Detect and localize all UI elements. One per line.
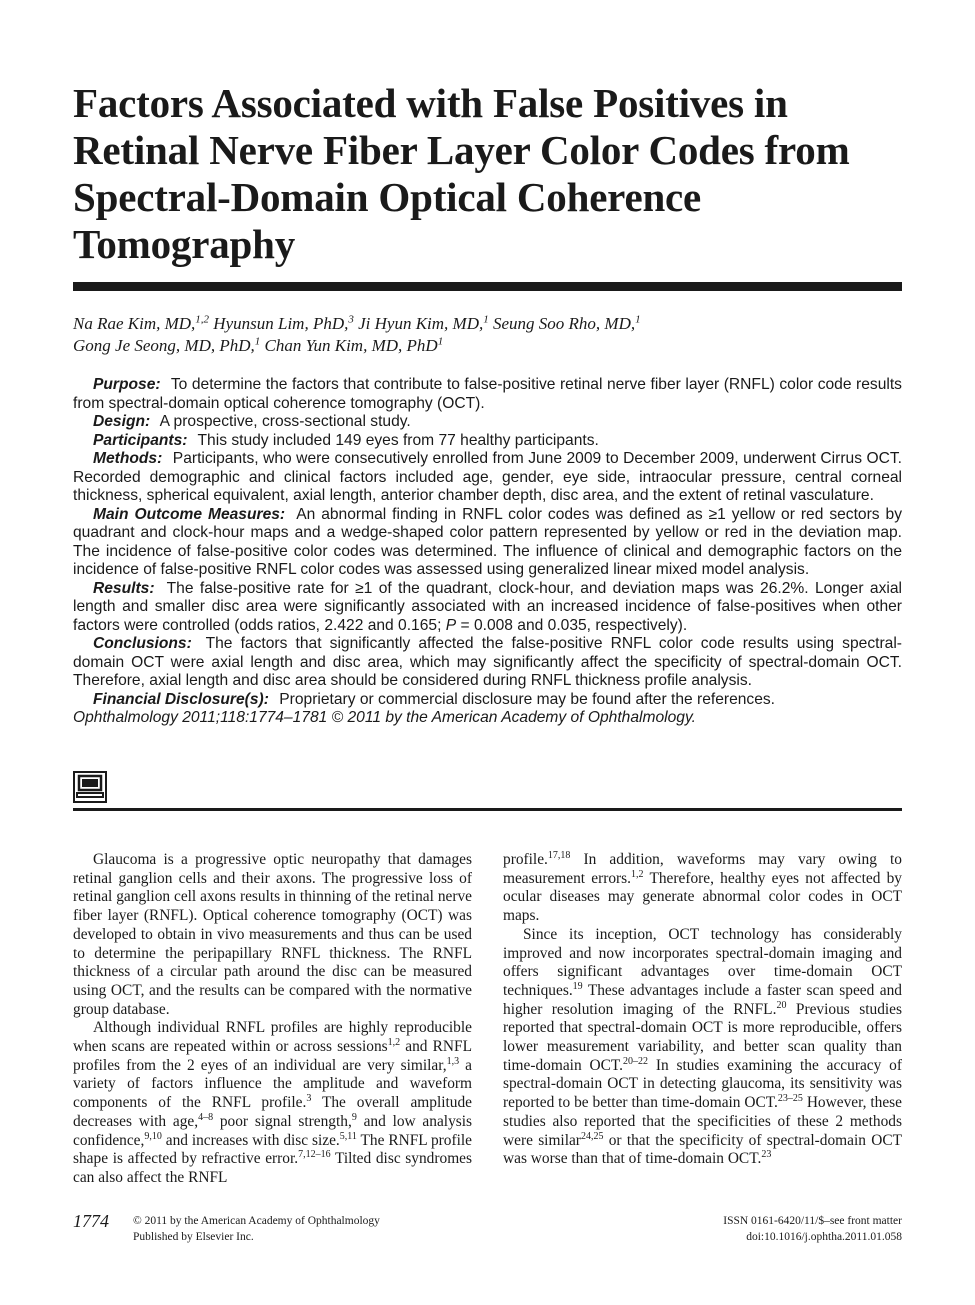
body-text: In addition, waveforms may vary owing to measurement errors. <box>503 851 902 887</box>
copyright-text: © 2011 by the American Academy of Ophthalmology <box>133 1215 380 1227</box>
abstract-participants <box>73 432 902 451</box>
footer-copyright <box>133 1214 380 1245</box>
abstract-text: = 0.008 and 0.035, respectively). <box>460 616 688 634</box>
body-text: Previous studies reported that spectral-domain OCT is more reproducible, offers lower measurement variability, and better scan quality than time-domain OCT. <box>503 1000 902 1074</box>
monitor-icon <box>73 771 107 803</box>
reference-link[interactable]: 9,10 <box>144 1130 162 1142</box>
body-paragraph <box>73 1019 472 1187</box>
reference-link[interactable]: 5,11 <box>339 1130 357 1142</box>
author-line <box>73 335 913 357</box>
affiliation-ref: 1 <box>437 335 444 348</box>
abstract-text: A prospective, cross-sectional study. <box>159 413 411 430</box>
author-name: Gong Je Seong, MD, PhD, <box>73 336 255 355</box>
body-text: a variety of factors influence the amplitude and waveform components of the RNFL profile. <box>73 1056 473 1112</box>
reference-link[interactable]: 20–22 <box>623 1055 648 1067</box>
author-line <box>73 313 913 335</box>
body-text: and RNFL profiles from the 2 eyes of an individual are very similar, <box>73 1038 472 1074</box>
page-number: 1774 <box>73 1211 109 1231</box>
body-text: Therefore, healthy eyes not affected by ocular diseases may generate abnormal color codes in OCT maps. <box>503 869 903 925</box>
footer-identifiers <box>723 1214 902 1245</box>
author-name: Chan Yun Kim, MD, PhD <box>264 336 438 355</box>
reference-link[interactable]: 1,2 <box>631 868 644 880</box>
abstract-text: The false-positive rate for ≥1 of the quadrant, clock-hour, and deviation maps was 26.2%. Longer axial length and smaller disc area were significantly associated with an increased incidence of false-positives when other factors were controlled (odds ratios, 2.422 and 0.165; <box>73 579 902 634</box>
abstract-conclusions <box>73 635 902 691</box>
doi-link[interactable]: doi:10.1016/j.ophtha.2011.01.058 <box>746 1230 902 1243</box>
body-text: and low analysis confidence, <box>73 1112 473 1149</box>
reference-link[interactable]: 3 <box>306 1093 312 1105</box>
body-column-right <box>503 851 902 1169</box>
reference-link[interactable]: 1,2 <box>387 1036 401 1048</box>
reference-link[interactable]: 19 <box>572 980 583 992</box>
body-column-left <box>73 851 472 1188</box>
body-rule <box>73 808 902 811</box>
body-paragraph <box>503 926 902 1169</box>
affiliation-ref: 1 <box>254 335 261 348</box>
author-list <box>73 313 913 357</box>
reference-link[interactable]: 23–25 <box>777 1093 803 1105</box>
reference-link[interactable]: 24,25 <box>580 1130 604 1142</box>
body-text: and increases with disc size. <box>161 1131 340 1149</box>
body-text: The RNFL profile shape is affected by refractive error. <box>73 1131 472 1168</box>
reference-link[interactable]: 23 <box>761 1149 772 1161</box>
author-name: Ji Hyun Kim, MD, <box>358 314 484 333</box>
abstract-text: To determine the factors that contribute to false-positive retinal nerve fiber layer (RNFL) color code results from spectral-domain optical coherence tomography (OCT). <box>73 376 902 412</box>
abstract-text: Participants, who were consecutively enrolled from June 2009 to December 2009, underwent Cirrus OCT. Recorded demographic and clinical factors included age, gender, eye side, intraocular pressure, central corneal thickness, spherical equivalent, axial length, anterior chamber depth, disc area, and the extent of retinal vasculature. <box>73 450 902 504</box>
body-text: However, these studies also reported that the specificities of these 2 methods were similar <box>503 1094 902 1149</box>
body-text: Tilted disc syndromes can also affect the RNFL <box>73 1150 472 1186</box>
affiliation-ref: 3 <box>348 313 354 326</box>
author-name: Seung Soo Rho, MD, <box>492 314 636 333</box>
body-text: In studies examining the accuracy of spectral-domain OCT in detecting glaucoma, its sensitivity was reported to be better than time-domain OCT. <box>503 1056 903 1112</box>
abstract-label: Conclusions: <box>93 635 192 652</box>
abstract-label: Design: <box>93 413 151 430</box>
abstract-text: Proprietary or commercial disclosure may be found after the references. <box>279 690 776 708</box>
affiliation-ref: 1,2 <box>195 313 210 326</box>
affiliation-ref: 1 <box>483 313 489 326</box>
body-text: poor signal strength, <box>213 1112 352 1130</box>
abstract-disclosure <box>73 691 902 728</box>
abstract-text: An abnormal finding in RNFL color codes was defined as ≥1 yellow or red sectors by quadrant and clock-hour maps and a wedge-shaped color pattern represented by yellow or red in the deviation map. The incidence of false-positive color codes was determined. The influence of clinical and demographic factors on the incidence of false-positive RNFL color codes was assessed using generalized linear mixed model analysis. <box>73 505 902 578</box>
body-text: or that the specificity of spectral-domain OCT was worse than that of time-domain OCT. <box>503 1131 902 1168</box>
abstract <box>73 376 902 728</box>
p-value-symbol: P <box>445 616 457 634</box>
abstract-label: Methods: <box>93 450 163 467</box>
journal-citation: Ophthalmology 2011;118:1774–1781 © 2011 by the American Academy of Ophthalmology. <box>73 709 696 726</box>
affiliation-ref: 1 <box>635 313 641 326</box>
abstract-purpose <box>73 376 902 413</box>
issn-text: ISSN 0161-6420/11/$–see front matter <box>723 1215 902 1227</box>
abstract-design <box>73 413 902 432</box>
reference-link[interactable]: 20 <box>776 999 787 1011</box>
publisher-text: Published by Elsevier Inc. <box>133 1230 254 1243</box>
abstract-text: This study included 149 eyes from 77 healthy participants. <box>197 431 599 449</box>
abstract-methods <box>73 450 902 506</box>
abstract-label: Main Outcome Measures: <box>93 505 286 523</box>
reference-link[interactable]: 4–8 <box>198 1111 214 1123</box>
abstract-label: Participants: <box>93 431 188 449</box>
abstract-measures <box>73 506 902 580</box>
body-text: Since its inception, OCT technology has considerably improved and now incorporates spectral-domain imaging and offers significant advantages over time-domain OCT techniques. <box>503 925 902 999</box>
reference-link[interactable]: 7,12–16 <box>298 1149 331 1161</box>
abstract-label: Results: <box>93 579 155 597</box>
body-text: profile. <box>503 851 548 868</box>
reference-link[interactable]: 9 <box>351 1111 357 1123</box>
body-paragraph: Glaucoma is a progressive optic neuropathy that damages retinal ganglion cells and their axons. The progressive loss of retinal ganglion cell axons results in thinning of the retinal nerve fiber layer (RNFL). Optical coherence tomography (OCT) was developed to obtain in vivo measurements and thus can be used to determine the peripapillary RNFL thickness. The RNFL thickness of a circular path around the disc can be measured using OCT, and the results can be compared with the normative group database. <box>73 851 472 1018</box>
body-text: The overall amplitude decreases with age, <box>73 1094 472 1130</box>
abstract-results <box>73 580 902 636</box>
abstract-label: Purpose: <box>93 376 161 393</box>
abstract-label: Financial Disclosure(s): <box>93 690 269 708</box>
body-text: Although individual RNFL profiles are highly reproducible when scans are repeated within or across sessions <box>73 1019 472 1056</box>
body-text: These advantages include a faster scan speed and higher resolution imaging of the RNFL. <box>503 981 902 1018</box>
title-rule <box>73 282 902 291</box>
body-paragraph <box>503 851 902 926</box>
reference-link[interactable]: 17,18 <box>547 849 571 861</box>
author-name: Na Rae Kim, MD, <box>73 314 196 333</box>
reference-link[interactable]: 1,3 <box>446 1055 460 1067</box>
author-name: Hyunsun Lim, PhD, <box>213 314 349 333</box>
abstract-text: The factors that significantly affected the false-positive RNFL color code results using spectral-domain OCT were axial length and disc area, which may significantly affect the specificity of spectral-domain OCT. Therefore, axial length and disc area should be considered during RNFL thickness profile analysis. <box>73 635 902 689</box>
article-title: Factors Associated with False Positives in Retinal Nerve Fiber Layer Color Codes from Spectral-Domain Optical Coherence Tomography <box>73 80 850 267</box>
